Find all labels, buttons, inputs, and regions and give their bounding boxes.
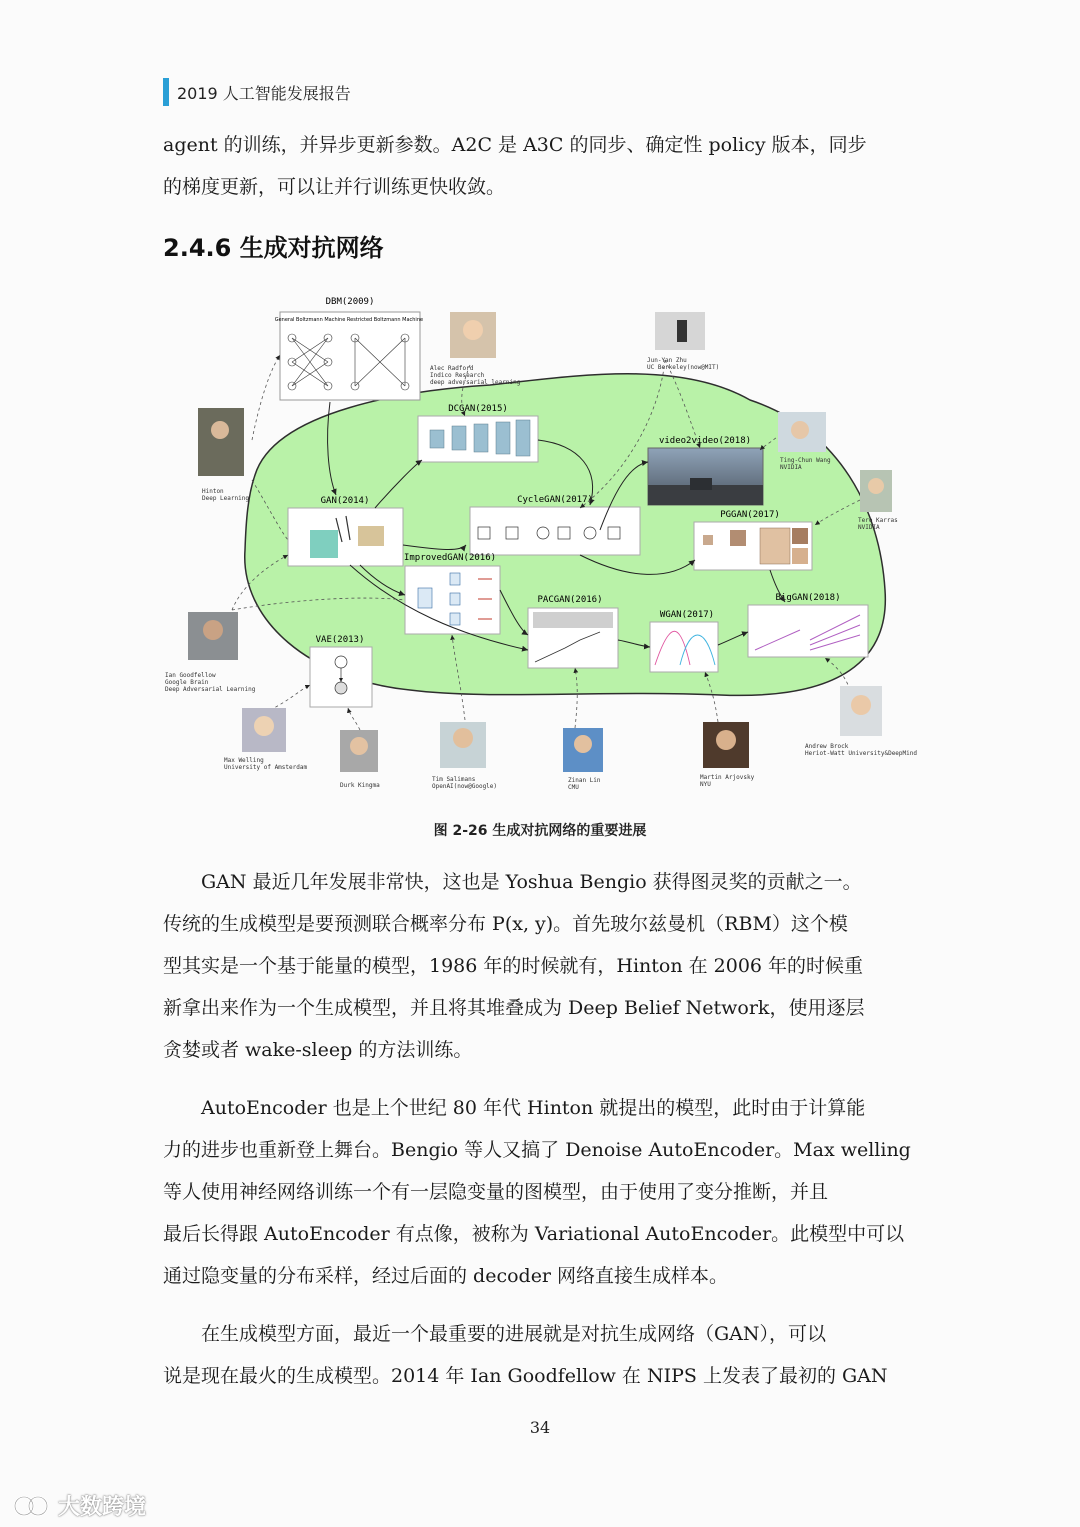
intro-paragraph — [163, 124, 918, 208]
dbm-label: DBM(2009) — [325, 297, 375, 307]
cyclegan-label: CycleGAN(2017) — [517, 495, 593, 505]
text-line: 力的进步也重新登上舞台。Bengio 等人又搞了 Denoise AutoEncoder。Max welling — [163, 1139, 911, 1161]
paragraph-gan-history — [163, 861, 918, 1071]
text-line: 说是现在最火的生成模型。2014 年 Ian Goodfellow 在 NIPS 上发表了最初的 GAN — [163, 1365, 888, 1387]
hinton-name: Hinton — [202, 488, 224, 495]
biggan-label: BigGAN(2018) — [775, 593, 841, 603]
arjovsky-name: Martin Arjovsky — [700, 774, 755, 781]
wgan-label: WGAN(2017) — [659, 610, 715, 620]
karras-name: Tero Karras — [858, 517, 898, 524]
text-line: AutoEncoder 也是上个世纪 80 年代 Hinton 就提出的模型，此时由于计算能 — [201, 1097, 866, 1119]
page-number: 34 — [529, 1418, 551, 1437]
salimans-affiliation: OpenAI(now@Google) — [432, 783, 498, 790]
header-accent-bar — [163, 78, 169, 106]
radford-topic: deep adversarial learning — [430, 379, 521, 386]
text-line: GAN 最近几年发展非常快，这也是 Yoshua Bengio 获得图灵奖的贡献之一。 — [201, 871, 862, 893]
wgan-node — [650, 610, 718, 672]
zhu-name: Jun-Yan Zhu — [647, 357, 687, 364]
text-line: 型其实是一个基于能量的模型，1986 年的时候就有，Hinton 在 2006 年的时候重 — [163, 955, 864, 977]
lin-name: Zinan Lin — [568, 777, 601, 784]
lin-affiliation: CMU — [568, 784, 579, 791]
video2video-label: video2video(2018) — [658, 436, 752, 446]
figure-caption: 图 2-26 生成对抗网络的重要进展 — [433, 823, 647, 839]
karras-affiliation: NVIDIA — [858, 524, 880, 531]
goodfellow-topic: Deep Adversarial Learning — [165, 686, 256, 693]
text-line: 新拿出来作为一个生成模型，并且将其堆叠成为 Deep Belief Network，使用逐层 — [163, 997, 865, 1019]
radford-name: Alec Radford — [430, 365, 474, 372]
dbm-restricted-label: Restricted Boltzmann Machine — [346, 317, 424, 323]
hinton-affiliation: Deep Learning — [202, 495, 249, 502]
paragraph-autoencoder — [163, 1087, 918, 1297]
goodfellow-affiliation: Google Brain — [165, 679, 209, 686]
section-heading: 2.4.6 生成对抗网络 — [163, 234, 384, 262]
welling-name: Max Welling — [224, 757, 264, 764]
text-line: 最后长得跟 AutoEncoder 有点像，被称为 Variational AutoEncoder。此模型中可以 — [163, 1223, 905, 1245]
paragraph-gan-intro — [163, 1313, 918, 1397]
salimans-name: Tim Salimans — [432, 776, 476, 783]
text-line: 在生成模型方面，最近一个最重要的进展就是对抗生成网络（GAN），可以 — [201, 1323, 827, 1345]
vae-label: VAE(2013) — [315, 635, 365, 645]
dcgan-label: DCGAN(2015) — [448, 404, 508, 414]
page-header — [163, 78, 351, 106]
kingma-name: Durk Kingma — [340, 782, 380, 789]
wang-name: Ting-Chun Wang — [780, 457, 831, 464]
radford-affiliation: Indico Research — [430, 372, 485, 379]
gan-label: GAN(2014) — [320, 496, 370, 506]
text-line: 通过隐变量的分布采样，经过后面的 decoder 网络直接生成样本。 — [163, 1265, 729, 1287]
pacgan-label: PACGAN(2016) — [537, 595, 603, 605]
gan-progress-figure — [160, 290, 920, 800]
watermark — [12, 1490, 146, 1521]
improvedgan-label: ImprovedGAN(2016) — [403, 553, 497, 563]
text-line: 贪婪或者 wake-sleep 的方法训练。 — [163, 1039, 473, 1061]
pggan-label: PGGAN(2017) — [720, 510, 780, 520]
brock-name: Andrew Brock — [805, 743, 849, 750]
watermark-text: 大数跨境 — [58, 1495, 147, 1520]
goodfellow-name: Ian Goodfellow — [165, 672, 216, 679]
text-line: 的梯度更新，可以让并行训练更快收敛。 — [163, 176, 506, 198]
hinton-photo — [198, 408, 244, 476]
arjovsky-affiliation: NYU — [700, 781, 711, 788]
brock-affiliation: Heriot-Watt University&DeepMind — [805, 750, 917, 757]
text-line: agent 的训练，并异步更新参数。A2C 是 A3C 的同步、确定性 policy 版本，同步 — [163, 134, 867, 156]
zhu-affiliation: UC Berkeley(now@MIT) — [647, 364, 720, 371]
text-line: 传统的生成模型是要预测联合概率分布 P(x, y)。首先玻尔兹曼机（RBM）这个模 — [163, 913, 848, 935]
welling-affiliation: University of Amsterdam — [224, 764, 308, 771]
watermark-logo-icon — [12, 1494, 52, 1518]
dbm-node — [275, 297, 423, 400]
wang-affiliation: NVIDIA — [780, 464, 802, 471]
text-line: 等人使用神经网络训练一个有一层隐变量的图模型，由于使用了变分推断，并且 — [163, 1181, 829, 1203]
header-title: 2019 人工智能发展报告 — [177, 83, 351, 103]
dbm-general-label: General Boltzmann Machine — [274, 317, 346, 323]
